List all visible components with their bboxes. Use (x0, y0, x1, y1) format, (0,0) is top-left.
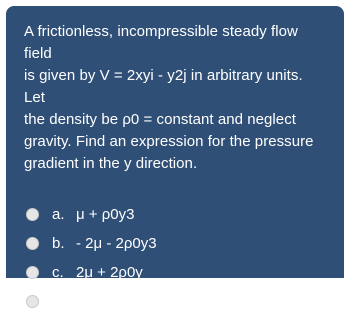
option-c-letter: c. (52, 264, 64, 281)
answer-options (24, 200, 326, 316)
question-card (6, 6, 344, 310)
question-line-3: the density be ρ0 = constant and neglect (24, 111, 296, 128)
option-d[interactable] (24, 287, 326, 316)
option-c-text: 2μ + 2ρ0y (76, 264, 143, 281)
radio-button-b[interactable] (26, 237, 39, 250)
option-d-text: 2ρ0y3 (76, 293, 118, 310)
option-a-text: μ + ρ0y3 (76, 206, 135, 223)
option-b-text: - 2μ - 2ρ0y3 (76, 235, 157, 252)
option-b-letter: b. (52, 235, 65, 252)
question-line-4: gravity. Find an expression for the pressure (24, 133, 314, 150)
question-line-5: gradient in the y direction. (24, 155, 198, 172)
question-line-1: A frictionless, incompressible steady flow field (24, 23, 298, 62)
option-d-letter: d. (52, 293, 65, 310)
option-a[interactable] (24, 200, 326, 229)
radio-button-d[interactable] (26, 295, 39, 308)
option-b[interactable] (24, 229, 326, 258)
radio-button-c[interactable] (26, 266, 39, 279)
option-c[interactable] (24, 258, 326, 287)
question-line-2: is given by V = 2xyi - y2j in arbitrary units. Let (24, 67, 303, 106)
radio-button-a[interactable] (26, 208, 39, 221)
option-a-letter: a. (52, 206, 65, 223)
question-text (24, 21, 326, 175)
